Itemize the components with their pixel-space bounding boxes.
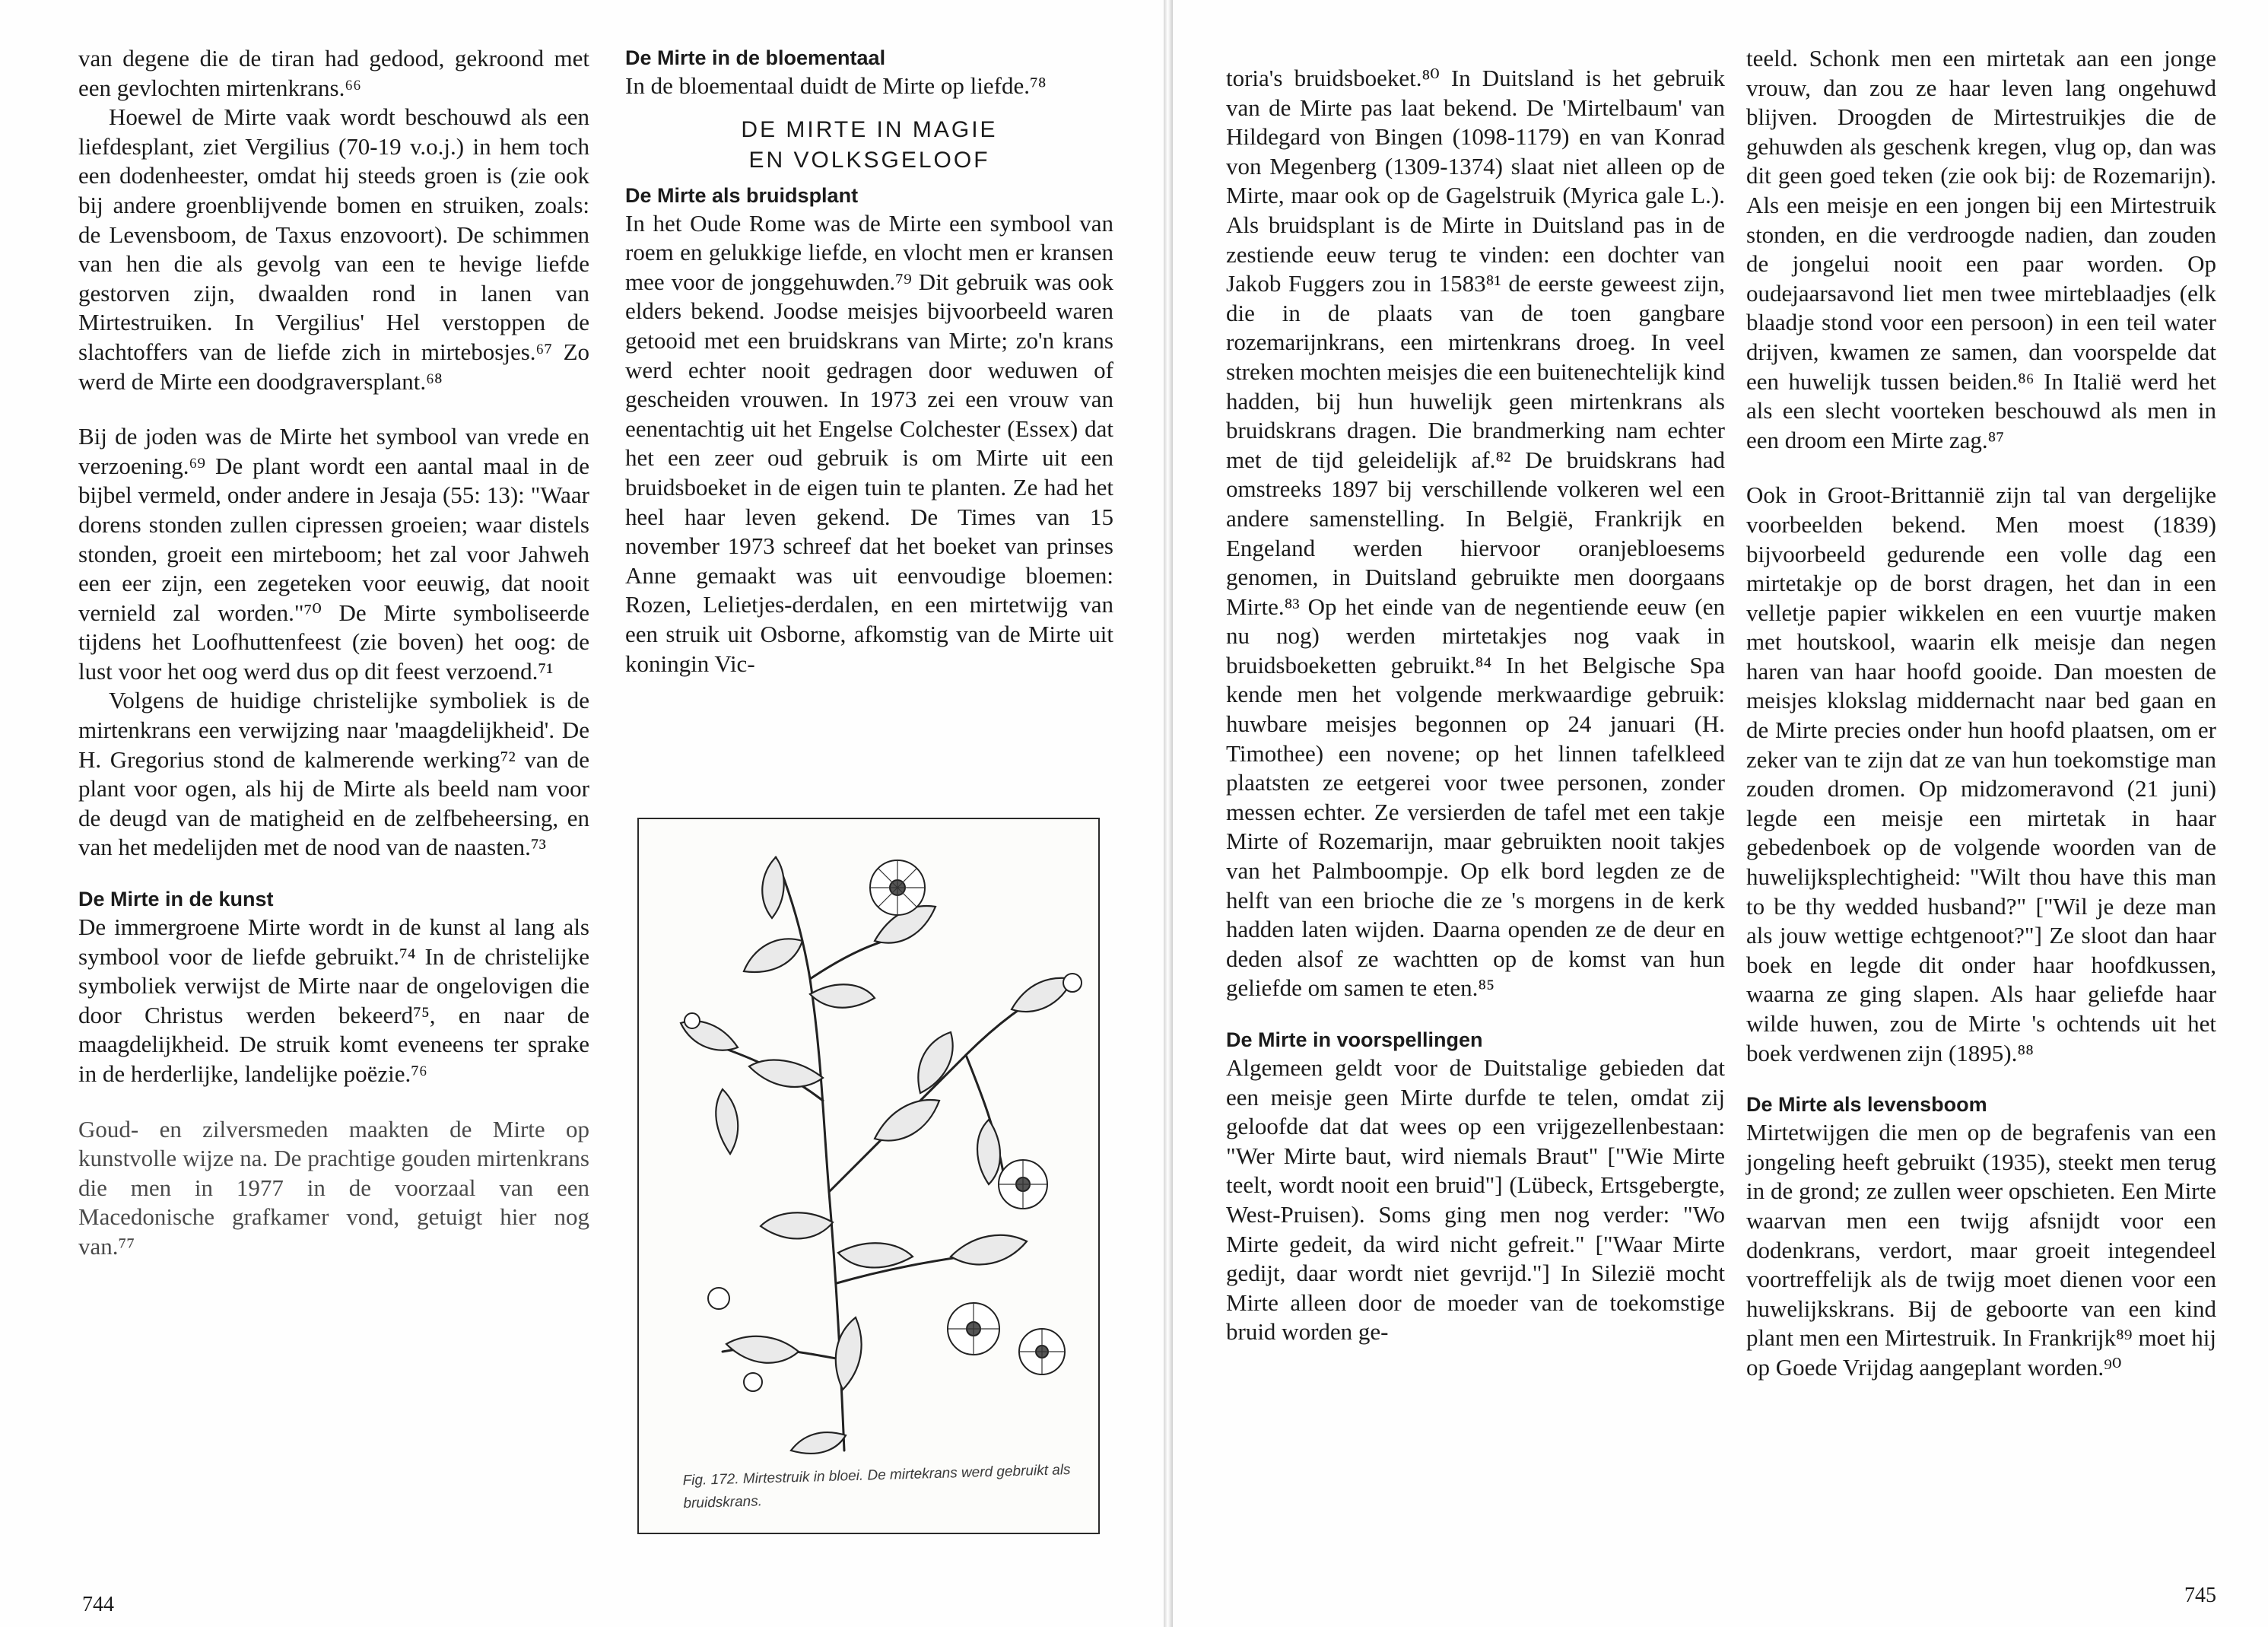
right-column-1 xyxy=(1226,64,1725,1347)
page-number-left: 744 xyxy=(82,1593,114,1616)
page-number-right: 745 xyxy=(2184,1584,2216,1607)
paragraph: Mirtetwijgen die men op de begrafenis van een jongeling heeft gebruikt (1935), steekt men terug in de grond; ze zullen weer opschieten. Een Mirte waarvan men een twijg afsnijdt voor een dodenkrans, verdort, maar groeit integendeel voortreffelijk als de twijg moet dienen voor een huwelijkskrans. Bij de geboorte van een kind plant men een Mirtestruik. In Frankrijk⁸⁹ moet hij op Goede Vrijdag aangeplant worden.⁹⁰ xyxy=(1746,1119,2216,1381)
paragraph: Ook in Groot-Brittannië zijn tal van dergelijke voorbeelden bekend. Men moest (1839) bijvoorbeeld gedurende een volle dag een mirtetakje op de borst dragen, het dan in een velletje papier wikkelen en een vuurtje maken met houtskool, waarin elk meisje dan negen haren van haar hoofd gooide. Dan moesten de meisjes klokslag middernacht naar bed gaan en de Mirte precies onder hun hoofd plaatsen, om er zeker van te zijn dat ze van hun toekomstige man zouden dromen. Op midzomeravond (21 juni) legde een meisje een mirtetak in haar gebedenboek op de volgende woorden van de huwelijksplechtigheid: "Wilt thou have this man to be thy wedded husband?" ["Wil je deze man als jouw wettige echtgenoot?"] Ze sloot dan haar boek en legde dit onder haar hoofdkussen, waarna ze ging slapen. Als haar geliefde haar wilde huwen, zou de Mirte 's ochtends uit het boek verdwenen zijn (1895).⁸⁸ xyxy=(1746,481,2216,1066)
section-title-line: EN VOLKSGELOOF xyxy=(748,147,990,173)
myrtle-branch-drawing xyxy=(646,827,1091,1458)
figure-caption-text: Mirtestruik in bloei. De mirtekrans werd gebruikt als bruidskrans. xyxy=(683,1462,1071,1512)
left-column-2 xyxy=(625,44,1113,678)
section-heading-levensboom: De Mirte als levensboom xyxy=(1746,1093,1987,1117)
paragraph: In de bloementaal duidt de Mirte op liefde.⁷⁸ xyxy=(625,72,1047,99)
paragraph: toria's bruidsboeket.⁸⁰ In Duitsland is het gebruik van de Mirte pas laat bekend. De 'Mirtelbaum' van Hildegard von Bingen (1098-1179) en van Konrad von Megenberg (1309-1374) slaat niet alleen op de Mirte, maar ook op de Gagelstruik (Myrica gale L.). Als bruidsplant is de Mirte in Duitsland pas in de zestiende eeuw terug te vinden: een dochter van Jakob Fuggers zou in 1583⁸¹ de eerste geweest zijn, die in de plaats van de toen gangbare rozemarijnkrans, een mirtenkrans droeg. In veel streken mochten meisjes die een buitenechtelijk kind hadden, bij hun huwelijk geen mirtenkrans als bruidskrans dragen. Die brandmerking nam echter met de tijd geleidelijk af.⁸² De bruidskrans had omstreeks 1897 bij verschillende volkeren wel een andere samenstelling. In België, Frankrijk en Engeland werden hiervoor oranjebloesems genomen, in Duitsland gebruikte men doorgaans Mirte.⁸³ Op het einde van de negentiende eeuw (en nu nog) werden mirtetakjes nog vaak in bruidsboeketten gebruikt.⁸⁴ In het Belgische Spa kende men het volgende merkwaardige gebruik: huwbare meisjes begonnen op 24 januari (H. Timothee) een novene; op het linnen tafelkleed plaatsten ze eetgerei voor twee personen, zonder messen echter. Ze versierden de tafel met een takje Mirte of Rozemarijn, maar gebruikten nooit takjes van het Palmboompje. Op elk bord legden ze de helft van een brioche die ze 's morgens in de kerk hadden laten wijden. Daarna openden ze de deur en deden alsof ze wachtten op de komst van hun geliefde om samen te eten.⁸⁵ xyxy=(1226,65,1725,1002)
figure-myrtle-illustration xyxy=(637,818,1100,1534)
section-heading-bloementaal: De Mirte in de bloementaal xyxy=(625,46,886,69)
right-page xyxy=(1173,0,2268,1627)
figure-label: Fig. 172. xyxy=(682,1471,739,1489)
figure-caption xyxy=(682,1459,1078,1515)
right-column-2 xyxy=(1746,44,2216,1383)
chapter-section-title xyxy=(625,115,1113,176)
paragraph: Bij de joden was de Mirte het symbool van vrede en verzoening.⁶⁹ De plant wordt een aantal maal in de bijbel vermeld, onder andere in Jesaja (55: 13): "Waar dorens stonden zullen cipressen groeien; waar distels stonden, groeit een mirteboom; het zal voor Jahweh een eer zijn, een zegeteken voor eeuwig, dat nooit vernield zal worden."⁷⁰ De Mirte symboliseerde tijdens het Loofhuttenfeest (zie boven) het oog: de lust voor het oog werd dus op dit feest verzoend.⁷¹ xyxy=(78,423,589,685)
paragraph: In het Oude Rome was de Mirte een symbool van roem en gelukkige liefde, en vlocht men er kransen mee voor de jonggehuwden.⁷⁹ Dit gebruik was ook elders bekend. Joodse meisjes bijvoorbeeld waren getooid met een bruidskrans van Mirte; zo'n krans werd echter nooit gedragen door weduwen of gescheiden vrouwen. In 1973 zei een vrouw van eenentachtig uit het Engelse Colchester (Essex) dat het een zeer oud gebruik is om Mirte uit een bruidsboeket in de eigen tuin te planten. Ze had het heel haar leven gekend. De Times van 15 november 1973 schreef dat het boeket van prinses Anne gemaakt was uit eenvoudige bloemen: Rozen, Lelietjes-derdalen, en een mirtetwijg van een struik uit Osborne, afkomstig van de Mirte uit koningin Vic- xyxy=(625,209,1113,677)
section-heading-bruidsplant: De Mirte als bruidsplant xyxy=(625,183,859,207)
section-title-line: DE MIRTE IN MAGIE xyxy=(741,116,998,142)
section-heading-kunst: De Mirte in de kunst xyxy=(78,888,274,911)
paragraph: Volgens de huidige christelijke symboliek is de mirtenkrans een verwijzing naar 'maagdelijkheid'. De H. Gregorius stond de kalmerende werking⁷² van de plant voor ogen, als hij de Mirte als beeld nam voor de deugd van de matigheid en de zelfbeheersing, en van het medelijden met de nood van de naasten.⁷³ xyxy=(78,687,589,861)
section-heading-voorspellingen: De Mirte in voorspellingen xyxy=(1226,1028,1483,1051)
book-gutter xyxy=(1164,0,1173,1627)
paragraph: Hoewel de Mirte vaak wordt beschouwd als een liefdesplant, ziet Vergilius (70-19 v.o.j.) in hem toch een dodenheester, omdat hij steeds groen is (zie ook bij andere groenblijvende bomen en struiken, zoals: de Levensboom, de Taxus enzovoort). De schimmen van hen die als gevolg van een te hevige liefde gestorven zijn, dwaalden rond in lanen van Mirtestruiken. In Vergilius' Hel verstoppen de slachtoffers van de liefde zich in mirtebosjes.⁶⁷ Zo werd de Mirte een doodgraversplant.⁶⁸ xyxy=(78,103,589,395)
paragraph: teeld. Schonk men een mirtetak aan een jonge vrouw, dan zou ze haar leven lang ongehuwd blijven. Droogden de Mirtestruikjes die de gehuwden als geschenk kregen, vlug op, dan was dit geen goed teken (zie ook bij: de Rozemarijn). Als een meisje en een jongen bij een Mirtestruik stonden, en die verdroogde nadien, dan zouden de jongelui nooit een paar worden. Op oudejaarsavond liet men twee mirteblaadjes (elk blaadje stond voor een persoon) in een teil water drijven, kwamen ze samen, dan voorspelde dat een huwelijk tussen beiden.⁸⁶ In Italië werd het als een slecht voorteken beschouwd als men in een droom een Mirte zag.⁸⁷ xyxy=(1746,45,2216,453)
paragraph: van degene die de tiran had gedood, gekroond met een gevlochten mirtenkrans.⁶⁶ xyxy=(78,45,589,101)
paragraph: Algemeen geldt voor de Duitstalige gebieden dat een meisje geen Mirte durfde te telen, omdat zij geloofde dat dat wees op een vrijgezellenbestaan: "Wer Mirte baut, wird niemals Braut" ["Wie Mirte teelt, wordt nooit een bruid"] (Lübeck, Ertsgebergte, West-Pruisen). Soms ging men nog verder: "Wo Mirte gedeit, da wird nicht gefreit." ["Waar Mirte gedijt, daar wordt niet gevrijd."] In Silezië mocht Mirte alleen door de moeder van de toekomstige bruid worden ge- xyxy=(1226,1054,1725,1346)
left-column-1 xyxy=(78,44,589,1262)
paragraph: De immergroene Mirte wordt in de kunst al lang als symbool voor de liefde gebruikt.⁷⁴ In de christelijke symboliek verwijst de Mirte naar de ongelovigen die door Christus werden bekeerd⁷⁵, en naar de maagdelijkheid. De struik komt eveneens ter sprake in de herderlijke, landelijke poëzie.⁷⁶ xyxy=(78,914,589,1087)
paragraph: Goud- en zilversmeden maakten de Mirte op kunstvolle wijze na. De prachtige gouden mirtenkrans die men in 1977 in de voorzaal van een Macedonische grafkamer vond, getuigt hier nog van.⁷⁷ xyxy=(78,1115,589,1260)
